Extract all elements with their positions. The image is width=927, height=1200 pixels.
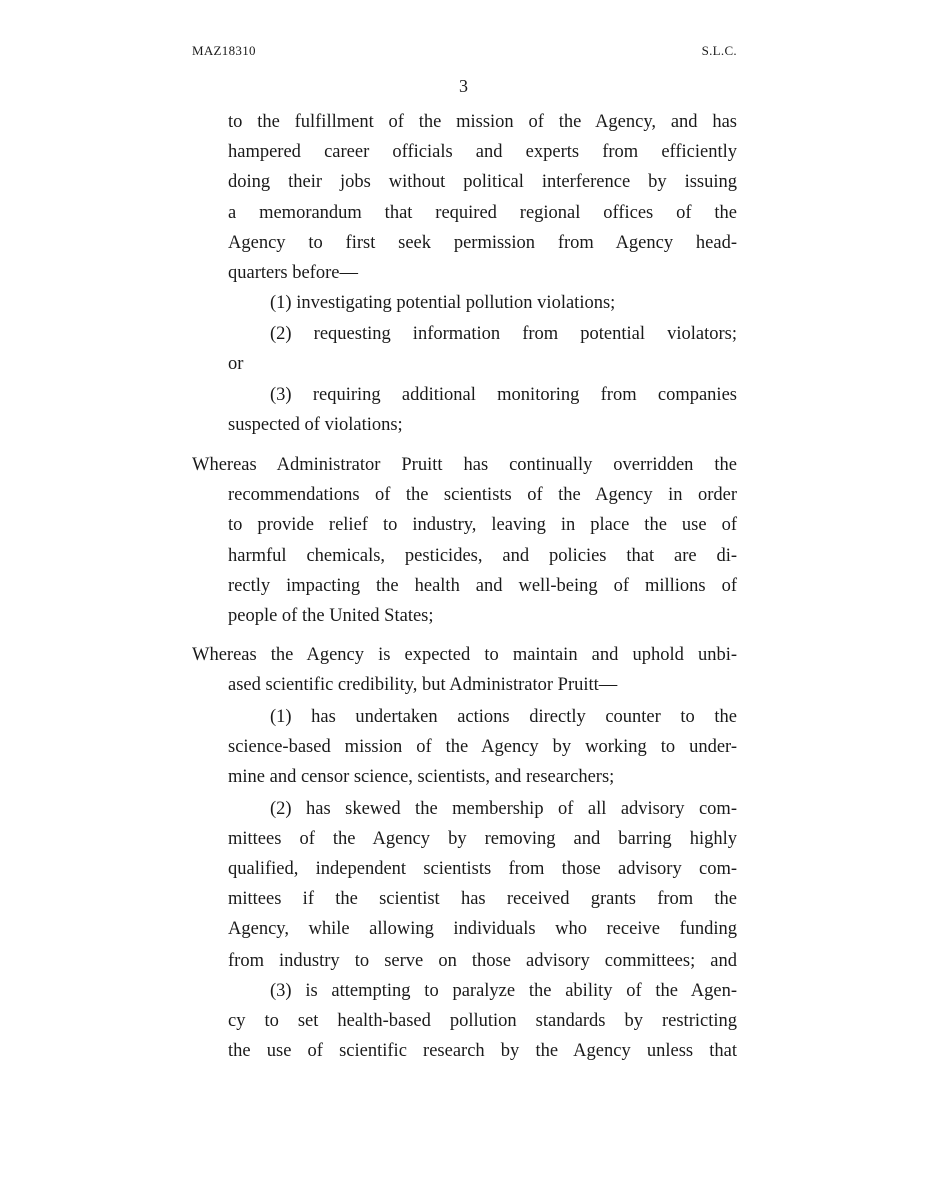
- text-line: a memorandum that required regional offices of the: [228, 203, 737, 223]
- text-line: suspected of violations;: [228, 415, 403, 435]
- text-line: (1) has undertaken actions directly counter to the: [270, 707, 737, 727]
- text-line: ased scientific credibility, but Administrator Pruitt—: [228, 675, 618, 695]
- text-line: rectly impacting the health and well-being of millions of: [228, 576, 737, 596]
- text-line: qualified, independent scientists from those advisory com-: [228, 859, 737, 879]
- text-line: hampered career officials and experts from efficiently: [228, 142, 737, 162]
- text-line: quarters before—: [228, 263, 358, 283]
- text-line: (3) requiring additional monitoring from companies: [270, 385, 737, 405]
- text-line: mittees if the scientist has received grants from the: [228, 889, 737, 909]
- text-line: science-based mission of the Agency by working to under-: [228, 737, 737, 757]
- text-line: cy to set health-based pollution standards by restricting: [228, 1011, 737, 1031]
- page-number: 3: [459, 76, 468, 96]
- text-line: the use of scientific research by the Agency unless that: [228, 1041, 737, 1061]
- text-line: or: [228, 354, 244, 374]
- text-line: from industry to serve on those advisory committees; and: [228, 951, 737, 971]
- document-id: MAZ18310: [192, 43, 256, 58]
- text-line: (1) investigating potential pollution violations;: [270, 293, 616, 313]
- text-line: to the fulfillment of the mission of the Agency, and has: [228, 112, 737, 132]
- text-line: Whereas the Agency is expected to maintain and uphold unbi-: [192, 645, 737, 665]
- text-line: mine and censor science, scientists, and researchers;: [228, 767, 615, 787]
- text-line: Agency, while allowing individuals who receive funding: [228, 919, 737, 939]
- text-line: (3) is attempting to paralyze the ability of the Agen-: [270, 981, 737, 1001]
- text-line: doing their jobs without political interference by issuing: [228, 172, 737, 192]
- text-line: Whereas Administrator Pruitt has continually overridden the: [192, 455, 737, 475]
- text-line: to provide relief to industry, leaving in place the use of: [228, 515, 737, 535]
- text-line: Agency to first seek permission from Agency head-: [228, 233, 737, 253]
- text-line: (2) has skewed the membership of all advisory com-: [270, 799, 737, 819]
- text-line: recommendations of the scientists of the Agency in order: [228, 485, 737, 505]
- text-line: people of the United States;: [228, 606, 434, 626]
- text-line: harmful chemicals, pesticides, and policies that are di-: [228, 546, 737, 566]
- text-line: mittees of the Agency by removing and barring highly: [228, 829, 737, 849]
- office-code: S.L.C.: [701, 43, 737, 58]
- text-line: (2) requesting information from potential violators;: [270, 324, 737, 344]
